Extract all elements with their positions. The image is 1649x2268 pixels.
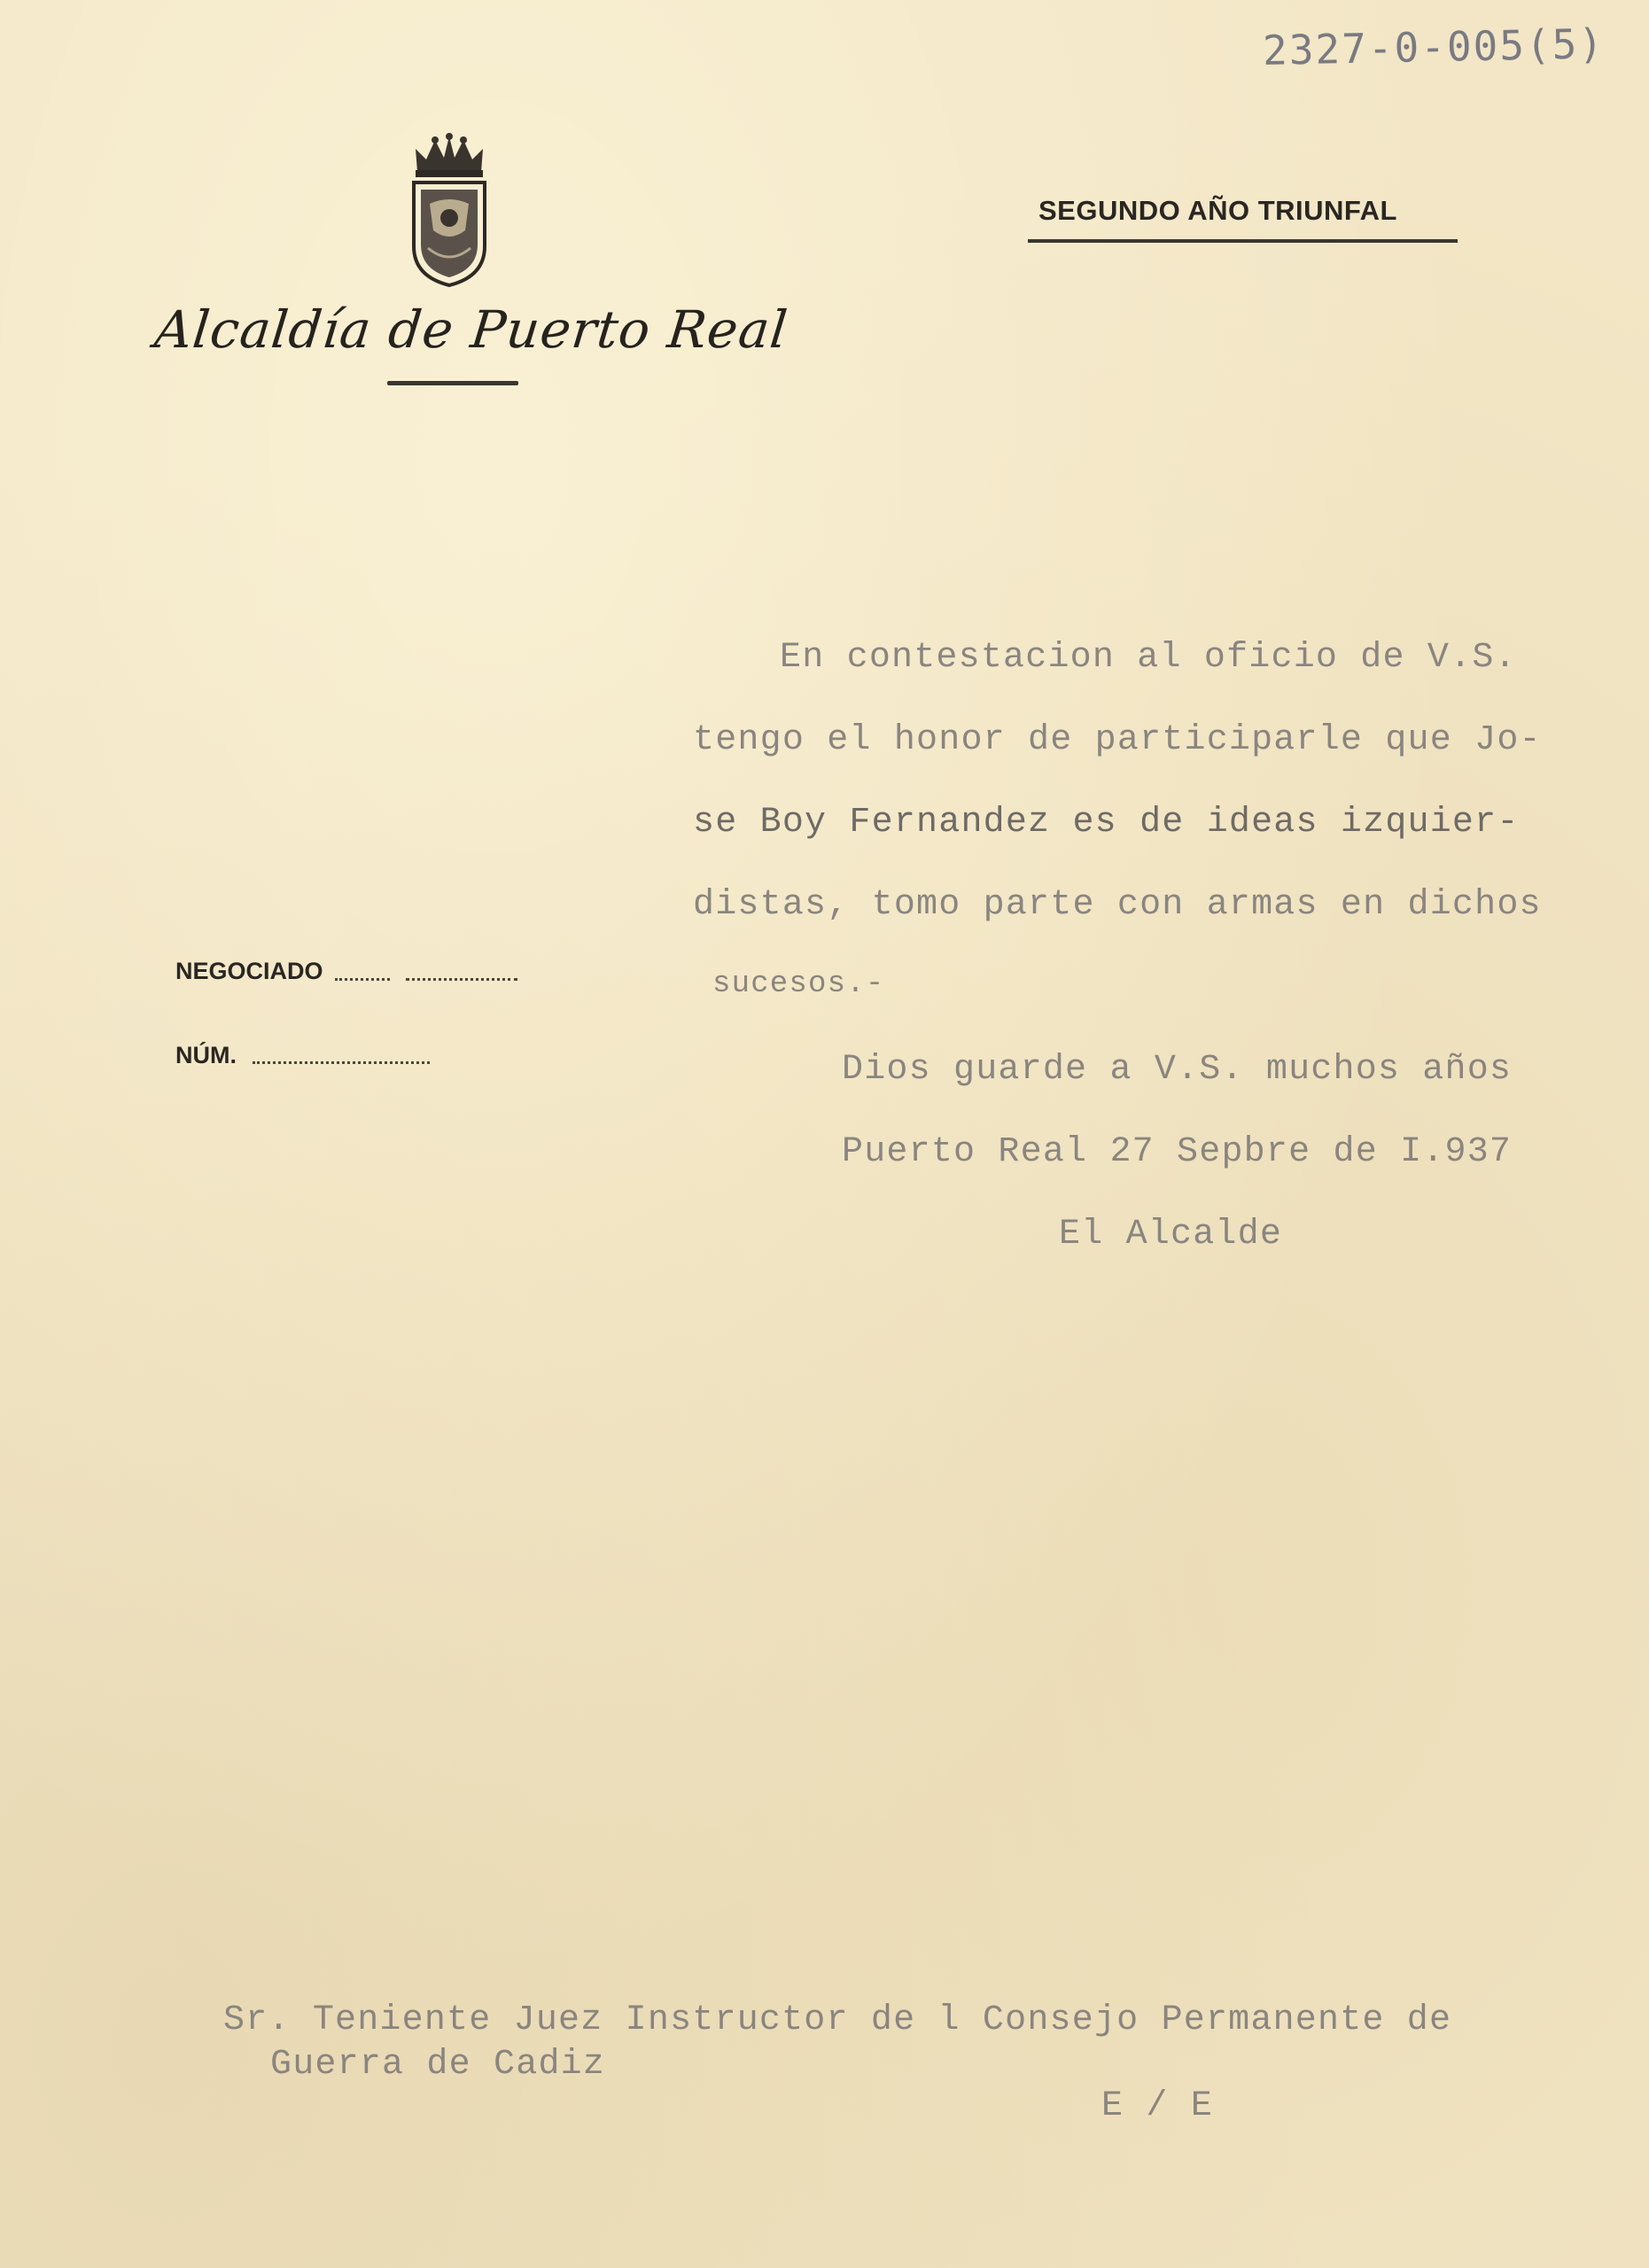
addressee-line-2: Guerra de Cadiz (270, 2045, 606, 2085)
addressee-line-1: Sr. Teniente Juez Instructor de l Consejo Permanente de (223, 2000, 1452, 2040)
year-heading: SEGUNDO AÑO TRIUNFAL (1038, 195, 1397, 226)
footer-mark: E / E (1101, 2086, 1214, 2126)
year-heading-underline (1028, 239, 1458, 243)
body-line-4: distas, tomo parte con armas en dichos (693, 885, 1542, 925)
place-date: Puerto Real 27 Sepbre de I.937 (842, 1132, 1513, 1172)
num-label: NÚM. (175, 1042, 237, 1068)
body-line-3: se Boy Fernandez es de ideas izquier- (693, 803, 1520, 843)
negociado-label: NEGOCIADO (175, 958, 323, 984)
body-line-2: tengo el honor de participarle que Jo- (693, 720, 1542, 760)
negociado-dotted-line-b (406, 978, 517, 981)
closing-formula: Dios guarde a V.S. muchos años (842, 1050, 1513, 1090)
letterhead-underline (387, 381, 518, 385)
num-dotted-line (253, 1061, 430, 1064)
archive-reference: 2327-0-005(5) (1262, 19, 1606, 75)
body-line-1: En contestacion al oficio de V.S. (780, 638, 1517, 678)
body-line-5: sucesos.- (712, 967, 885, 1001)
letterhead-name: Alcaldía de Puerto Real (152, 299, 791, 360)
municipal-coat-of-arms-icon (403, 133, 495, 288)
signature-title: El Alcalde (1059, 1215, 1283, 1254)
negociado-dotted-line-a (335, 978, 390, 981)
